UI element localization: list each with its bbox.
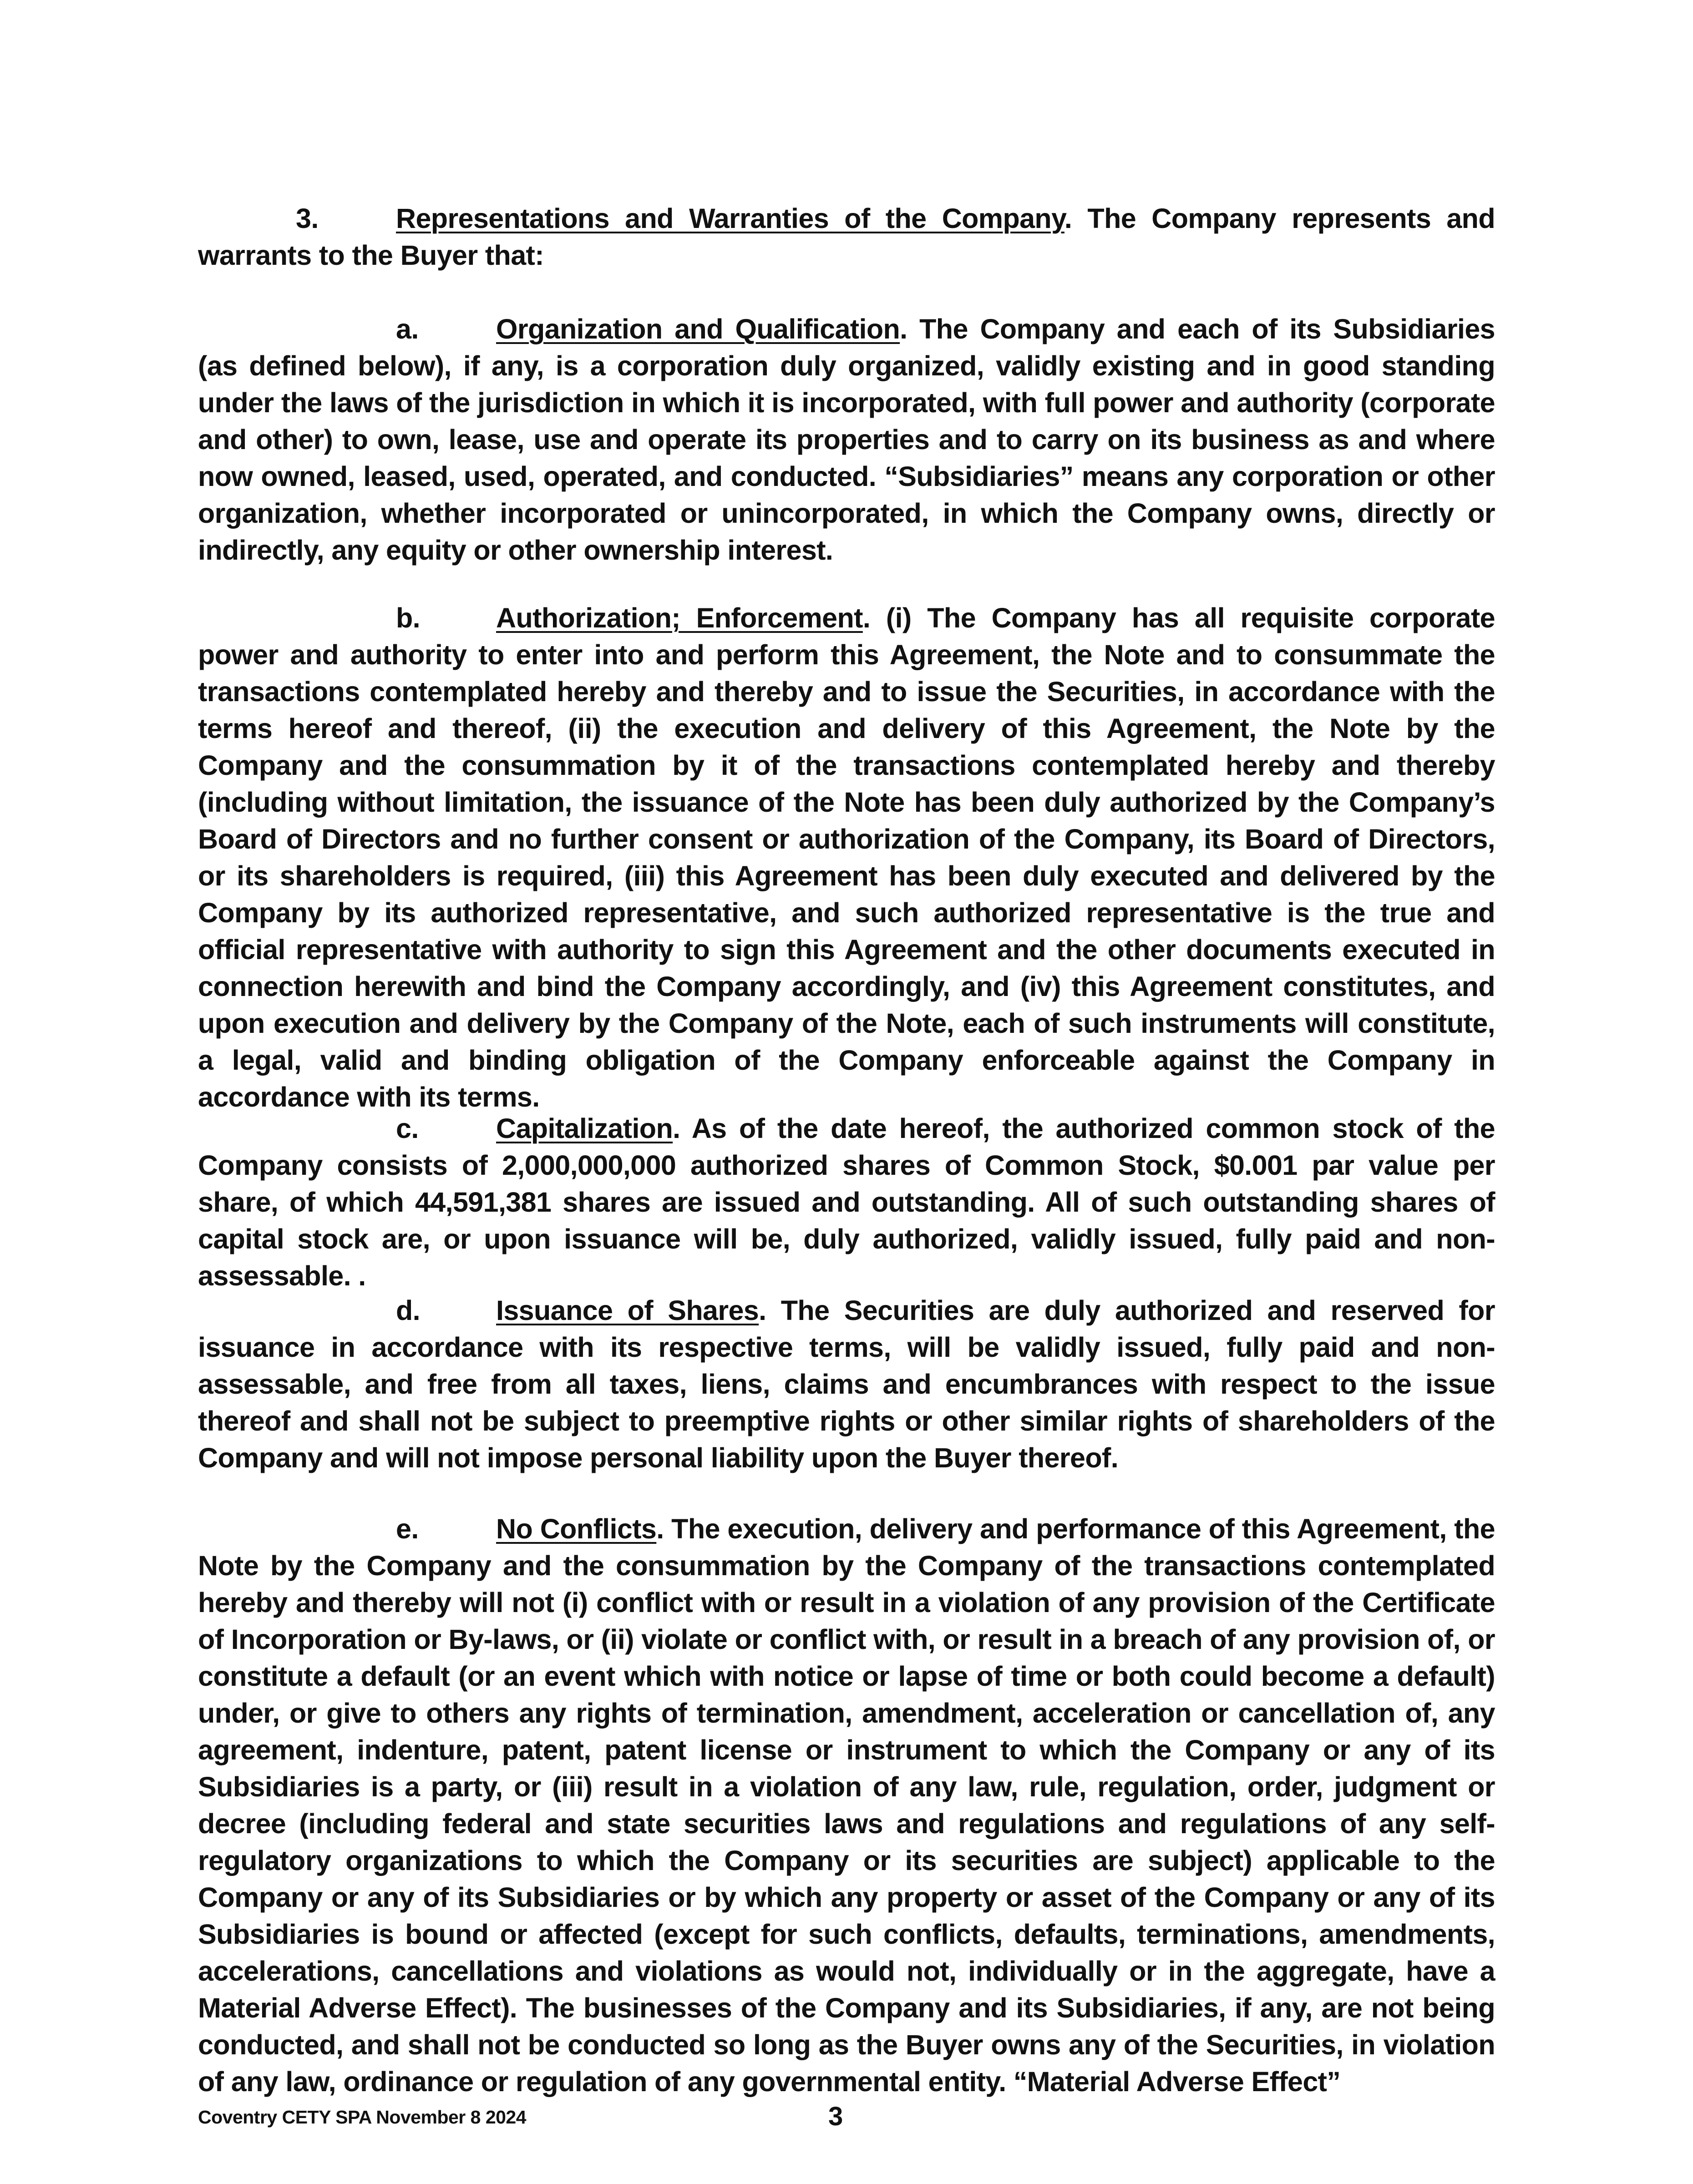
subsection-letter: d. bbox=[396, 1295, 421, 1326]
section-heading: Representations and Warranties of the Company bbox=[396, 203, 1064, 234]
subsection-e-paragraph bbox=[198, 1511, 1495, 2100]
subsection-heading: Authorization; Enforcement bbox=[496, 602, 863, 633]
subsection-c-paragraph bbox=[198, 1110, 1495, 1294]
subsection-b-paragraph bbox=[198, 600, 1495, 1116]
subsection-text: . The Company and each of its Subsidiaries (as defined below), if any, is a corporation duly organized, validly existing and in good standing under the laws of the jurisdiction in which it is incorporated, with full power and authority (corporate and other) to own, lease, use and operate its properties and to carry on its business as and where now owned, leased, used, operated, and conducted. “Subsidiaries” means any corporation or other organization, whether incorporated or unincorporated, in which the Company owns, directly or indirectly, any equity or other ownership interest. bbox=[198, 313, 1495, 566]
section-3-paragraph bbox=[198, 200, 1495, 274]
subsection-letter: a. bbox=[396, 313, 419, 344]
subsection-heading: No Conflicts bbox=[496, 1513, 657, 1544]
page-number: 3 bbox=[828, 2102, 843, 2131]
subsection-text: . (i) The Company has all requisite corporate power and authority to enter into and perform this Agreement, the Note and to consummate the transactions contemplated hereby and thereby and to issue the Securities, in accordance with the terms hereof and thereof, (ii) the execution and delivery of this Agreement, the Note by the Company and the consummation by it of the transactions contemplated hereby and thereby (including without limitation, the issuance of the Note has been duly authorized by the Company’s Board of Directors and no further consent or authorization of the Company, its Board of Directors, or its shareholders is required, (iii) this Agreement has been duly executed and delivered by the Company by its authorized representative, and such authorized representative is the true and official representative with authority to sign this Agreement and the other documents executed in connection herewith and bind the Company accordingly, and (iv) this Agreement constitutes, and upon execution and delivery by the Company of the Note, each of such instruments will constitute, a legal, valid and binding obligation of the Company enforceable against the Company in accordance with its terms. bbox=[198, 602, 1495, 1112]
section-text: . The Company represents and warrants to the Buyer that: bbox=[198, 203, 1495, 271]
subsection-letter: c. bbox=[396, 1113, 419, 1144]
subsection-text: . As of the date hereof, the authorized common stock of the Company consists of 2,000,000,000 authorized shares of Common Stock, $0.001 par value per share, of which 44,591,381 shares are issued and outstanding. All of such outstanding shares of capital stock are, or upon issuance will be, duly authorized, validly issued, fully paid and non-assessable. . bbox=[198, 1113, 1495, 1291]
subsection-heading: Issuance of Shares bbox=[496, 1295, 759, 1326]
footer-document-label: Coventry CETY SPA November 8 2024 bbox=[198, 2107, 527, 2128]
subsection-d-paragraph bbox=[198, 1292, 1495, 1476]
subsection-letter: b. bbox=[396, 602, 421, 633]
subsection-a-paragraph bbox=[198, 311, 1495, 569]
subsection-letter: e. bbox=[396, 1513, 419, 1544]
section-number: 3. bbox=[296, 203, 319, 234]
subsection-heading: Capitalization bbox=[496, 1113, 673, 1144]
subsection-heading: Organization and Qualification bbox=[496, 313, 900, 344]
subsection-text: . The execution, delivery and performance of this Agreement, the Note by the Company and the consummation by the Company of the transactions contemplated hereby and thereby will not (i) conflict with or result in a violation of any provision of the Certificate of Incorporation or By-laws, or (ii) violate or conflict with, or result in a breach of any provision of, or constitute a default (or an event which with notice or lapse of time or both could become a default) under, or give to others any rights of termination, amendment, acceleration or cancellation of, any agreement, indenture, patent, patent license or instrument to which the Company or any of its Subsidiaries is a party, or (iii) result in a violation of any law, rule, regulation, order, judgment or decree (including federal and state securities laws and regulations and regulations of any self-regulatory organizations to which the Company or its securities are subject) applicable to the Company or any of its Subsidiaries or by which any property or asset of the Company or any of its Subsidiaries is bound or affected (except for such conflicts, defaults, terminations, amendments, accelerations, cancellations and violations as would not, individually or in the aggregate, have a Material Adverse Effect). The businesses of the Company and its Subsidiaries, if any, are not being conducted, and shall not be conducted so long as the Buyer owns any of the Securities, in violation of any law, ordinance or regulation of any governmental entity. “Material Adverse Effect” bbox=[198, 1513, 1495, 2097]
subsection-text: . The Securities are duly authorized and reserved for issuance in accordance with its respective terms, will be validly issued, fully paid and non-assessable, and free from all taxes, liens, claims and encumbrances with respect to the issue thereof and shall not be subject to preemptive rights or other similar rights of shareholders of the Company and will not impose personal liability upon the Buyer thereof. bbox=[198, 1295, 1495, 1473]
